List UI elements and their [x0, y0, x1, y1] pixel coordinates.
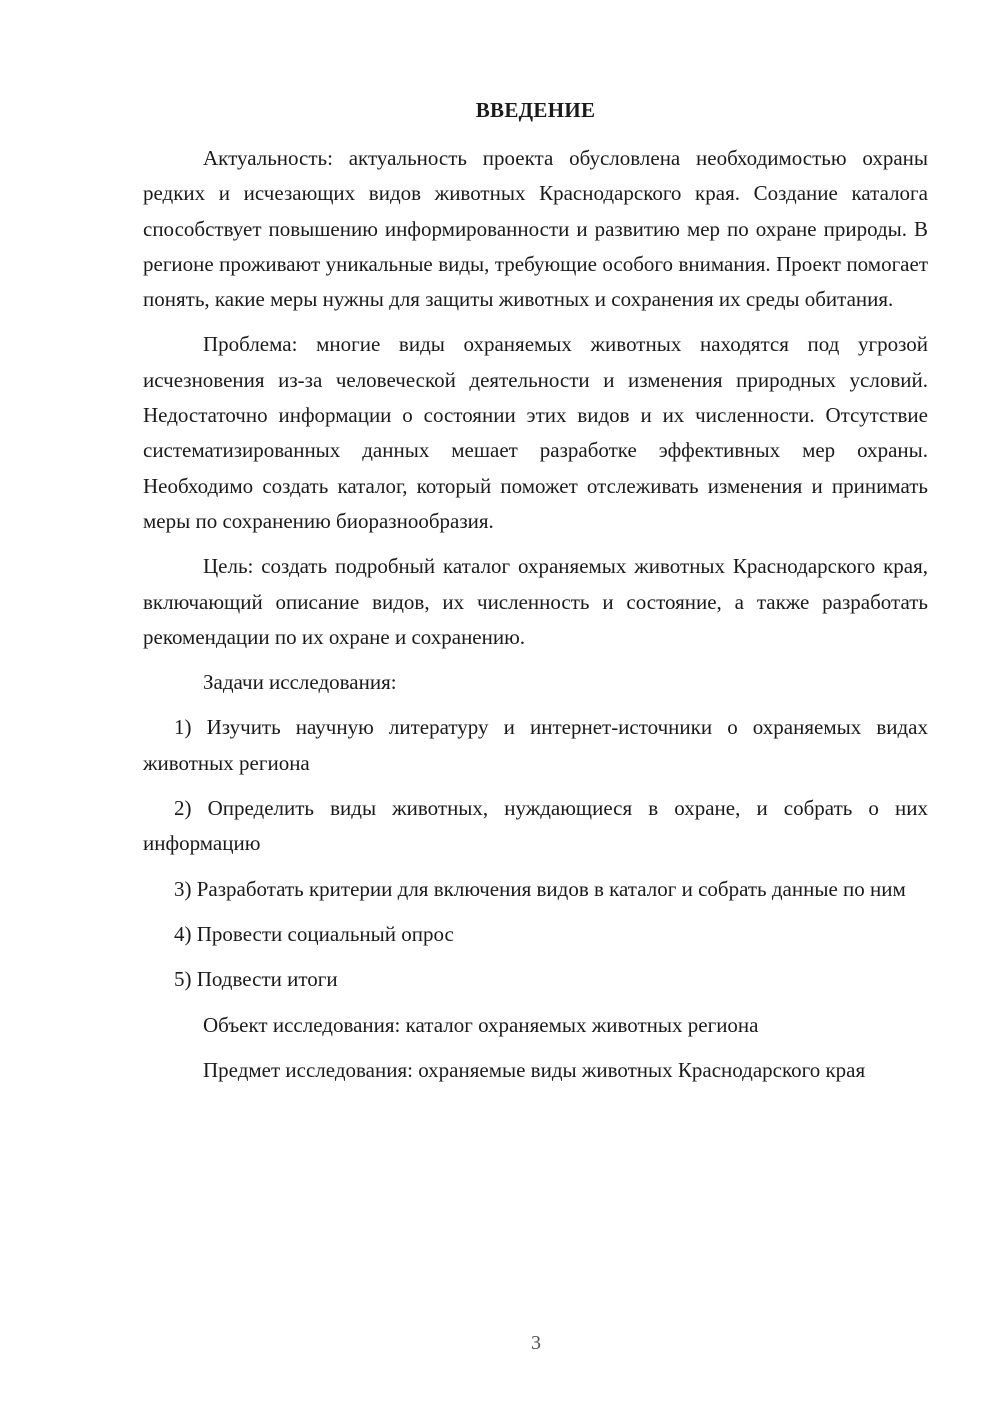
task-item-2: 2) Определить виды животных, нуждающиеся в охране, и собрать о них информацию — [143, 796, 928, 856]
page-number: 3 — [531, 1332, 541, 1354]
document-page — [143, 92, 928, 1098]
relevance-paragraph: Актуальность: актуальность проекта обусловлена необходимостью охраны редких и исчезающих видов животных Краснодарского края. Создание каталога способствует повышению информированности и развитию мер по охране природы. В регионе проживают уникальные виды, требующие особого внимания. Проект помогает понять, какие меры нужны для защиты животных и сохранения их среды обитания. — [143, 146, 928, 312]
task-item-4: 4) Провести социальный опрос — [174, 921, 454, 946]
task-item-3: 3) Разработать критерии для включения видов в каталог и собрать данные по ним — [174, 876, 906, 901]
research-subject-paragraph: Предмет исследования: охраняемые виды животных Краснодарского края — [203, 1057, 866, 1082]
task-item-5: 5) Подвести итоги — [174, 967, 338, 992]
research-object-paragraph: Объект исследования: каталог охраняемых животных региона — [203, 1012, 759, 1037]
goal-paragraph: Цель: создать подробный каталог охраняемых животных Краснодарского края, включающий описание видов, их численность и состояние, а также разработать рекомендации по их охране и сохранению. — [143, 554, 928, 649]
tasks-heading: Задачи исследования: — [203, 670, 397, 695]
section-title: ВВЕДЕНИЕ — [475, 98, 596, 122]
problem-paragraph: Проблема: многие виды охраняемых животных находятся под угрозой исчезновения из-за человеческой деятельности и изменения природных условий. Недостаточно информации о состоянии этих видов и их численности. Отсутствие систематизированных данных мешает разработке эффективных мер охраны. Необходимо создать каталог, который поможет отслеживать изменения и принимать меры по сохранению биоразнообразия. — [143, 332, 928, 533]
task-item-1: 1) Изучить научную литературу и интернет-источники о охраняемых видах животных региона — [143, 715, 928, 775]
